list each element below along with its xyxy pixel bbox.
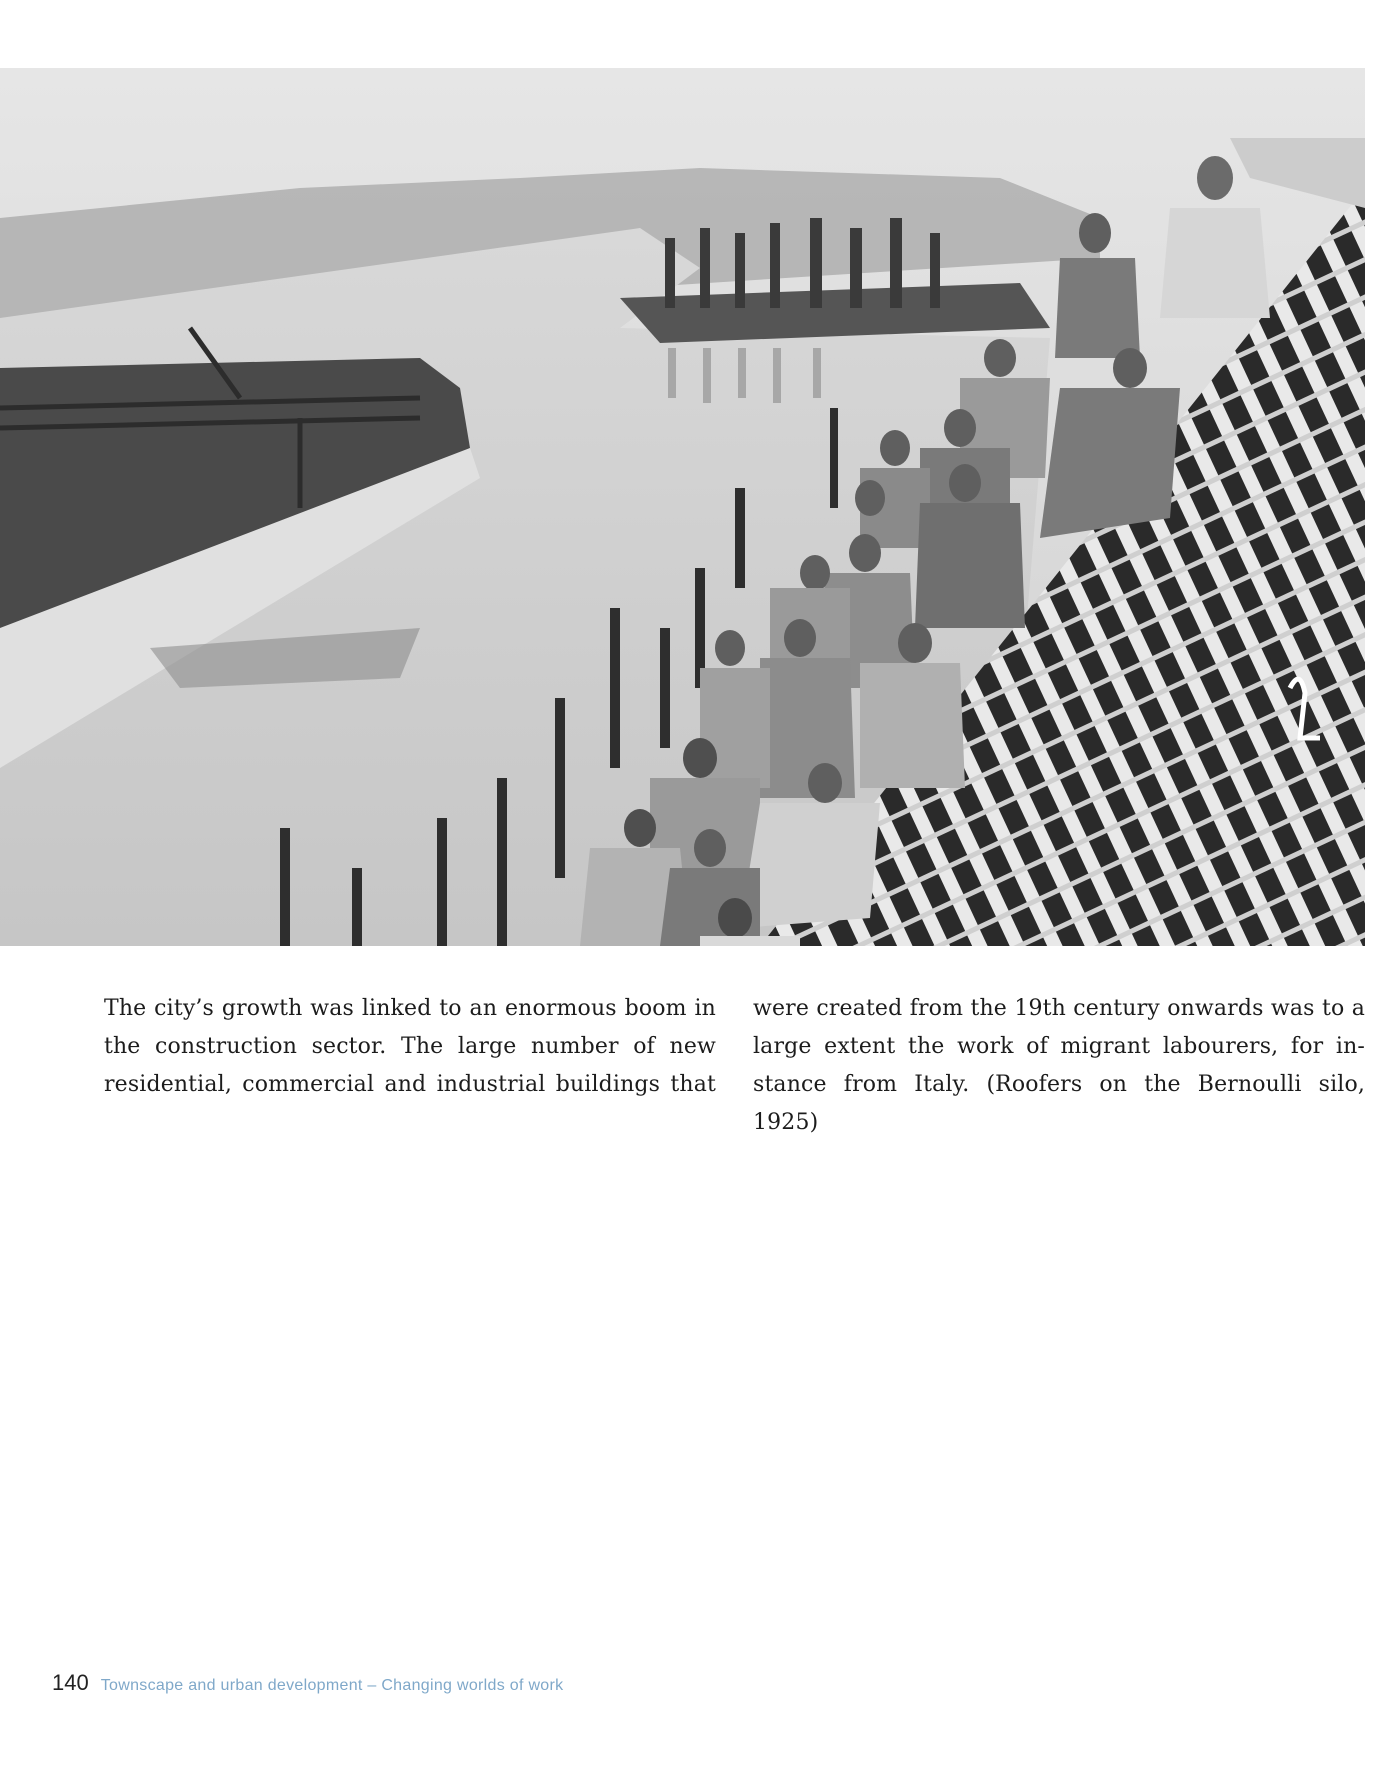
caption-column-left: The city’s growth was linked to an enormous boom in the construction sector. The large number of new residential, commercial and industrial buildings that xyxy=(104,996,716,1097)
photo-caption xyxy=(104,990,1365,1142)
running-head: Townscape and urban development – Changing worlds of work xyxy=(100,1677,564,1694)
page-number: 140 xyxy=(52,1670,89,1695)
page-footer xyxy=(52,1670,563,1696)
caption-column-right: were created from the 19th century onwards was to a large extent the work of migrant labourers, for in-stance from Italy. (Roofers on the Bernoulli silo, 1925) xyxy=(753,996,1365,1135)
photograph-roofers-icon xyxy=(0,68,1365,946)
historical-photograph xyxy=(0,68,1365,946)
